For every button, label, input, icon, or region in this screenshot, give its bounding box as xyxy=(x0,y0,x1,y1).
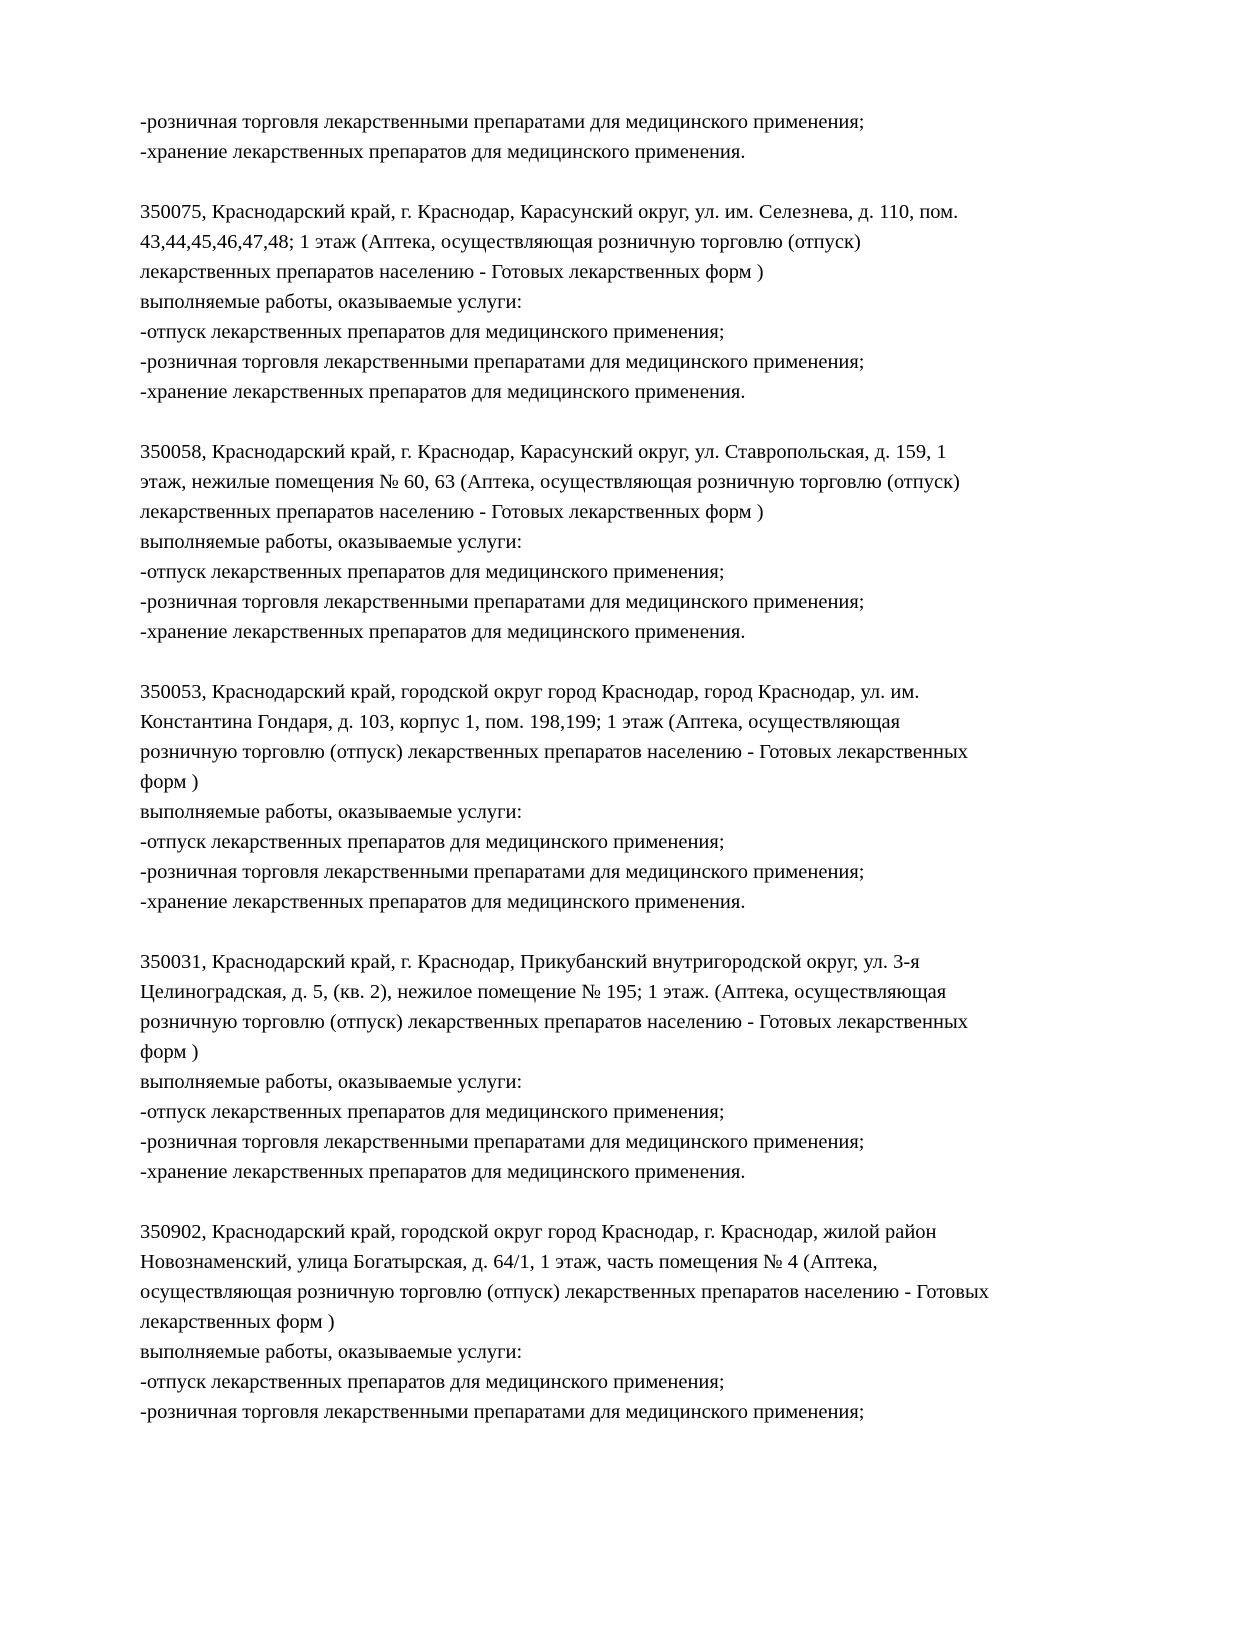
text-line: этаж, нежилые помещения № 60, 63 (Аптека, осуществляющая розничную торговлю (отпуск) xyxy=(140,471,960,493)
text-line: 350031, Краснодарский край, г. Краснодар, Прикубанский внутригородской округ, ул. 3-я xyxy=(140,951,920,973)
services-continuation-block xyxy=(140,107,1130,167)
text-line: -отпуск лекарственных препаратов для медицинского применения; xyxy=(140,831,725,853)
text-line: -хранение лекарственных препаратов для медицинского применения. xyxy=(140,1161,746,1183)
text-line: форм ) xyxy=(140,771,199,793)
text-line: -отпуск лекарственных препаратов для медицинского применения; xyxy=(140,1101,725,1123)
text-line: -розничная торговля лекарственными препаратами для медицинского применения; xyxy=(140,1401,865,1423)
text-line: -отпуск лекарственных препаратов для медицинского применения; xyxy=(140,1371,725,1393)
text-line: -хранение лекарственных препаратов для медицинского применения. xyxy=(140,141,746,163)
text-line: -розничная торговля лекарственными препаратами для медицинского применения; xyxy=(140,591,865,613)
license-entry-block xyxy=(140,677,1130,917)
text-line: осуществляющая розничную торговлю (отпуск) лекарственных препаратов населению - Готовых xyxy=(140,1281,989,1303)
text-line: выполняемые работы, оказываемые услуги: xyxy=(140,1341,523,1363)
text-line: 350058, Краснодарский край, г. Краснодар, Карасунский округ, ул. Ставропольская, д. 159, 1 xyxy=(140,441,947,463)
text-line: 350902, Краснодарский край, городской округ город Краснодар, г. Краснодар, жилой район xyxy=(140,1221,937,1243)
text-line: Новознаменский, улица Богатырская, д. 64/1, 1 этаж, часть помещения № 4 (Аптека, xyxy=(140,1251,878,1273)
text-line: розничную торговлю (отпуск) лекарственных препаратов населению - Готовых лекарственных xyxy=(140,741,968,763)
text-line: выполняемые работы, оказываемые услуги: xyxy=(140,531,523,553)
text-line: выполняемые работы, оказываемые услуги: xyxy=(140,291,523,313)
text-line: -розничная торговля лекарственными препаратами для медицинского применения; xyxy=(140,351,865,373)
text-line: -хранение лекарственных препаратов для медицинского применения. xyxy=(140,381,746,403)
text-line: лекарственных препаратов населению - Готовых лекарственных форм ) xyxy=(140,501,764,523)
license-entry-block xyxy=(140,1217,1130,1427)
text-line: -розничная торговля лекарственными препаратами для медицинского применения; xyxy=(140,111,865,133)
text-line: лекарственных форм ) xyxy=(140,1311,335,1333)
text-line: -отпуск лекарственных препаратов для медицинского применения; xyxy=(140,561,725,583)
text-line: -хранение лекарственных препаратов для медицинского применения. xyxy=(140,621,746,643)
text-line: 350075, Краснодарский край, г. Краснодар, Карасунский округ, ул. им. Селезнева, д. 110, пом. xyxy=(140,201,959,223)
document-content xyxy=(140,107,1130,1457)
license-entry-block xyxy=(140,197,1130,407)
text-line: -хранение лекарственных препаратов для медицинского применения. xyxy=(140,891,746,913)
text-line: розничную торговлю (отпуск) лекарственных препаратов населению - Готовых лекарственных xyxy=(140,1011,968,1033)
text-line: 350053, Краснодарский край, городской округ город Краснодар, город Краснодар, ул. им. xyxy=(140,681,920,703)
license-entry-block xyxy=(140,437,1130,647)
text-line: лекарственных препаратов населению - Готовых лекарственных форм ) xyxy=(140,261,764,283)
text-line: выполняемые работы, оказываемые услуги: xyxy=(140,1071,523,1093)
text-line: 43,44,45,46,47,48; 1 этаж (Аптека, осуществляющая розничную торговлю (отпуск) xyxy=(140,231,861,253)
text-line: -розничная торговля лекарственными препаратами для медицинского применения; xyxy=(140,1131,865,1153)
text-line: Целиноградская, д. 5, (кв. 2), нежилое помещение № 195; 1 этаж. (Аптека, осуществляющая xyxy=(140,981,947,1003)
text-line: форм ) xyxy=(140,1041,199,1063)
text-line: -отпуск лекарственных препаратов для медицинского применения; xyxy=(140,321,725,343)
license-entry-block xyxy=(140,947,1130,1187)
text-line: -розничная торговля лекарственными препаратами для медицинского применения; xyxy=(140,861,865,883)
text-line: выполняемые работы, оказываемые услуги: xyxy=(140,801,523,823)
text-line: Константина Гондаря, д. 103, корпус 1, пом. 198,199; 1 этаж (Аптека, осуществляющая xyxy=(140,711,901,733)
